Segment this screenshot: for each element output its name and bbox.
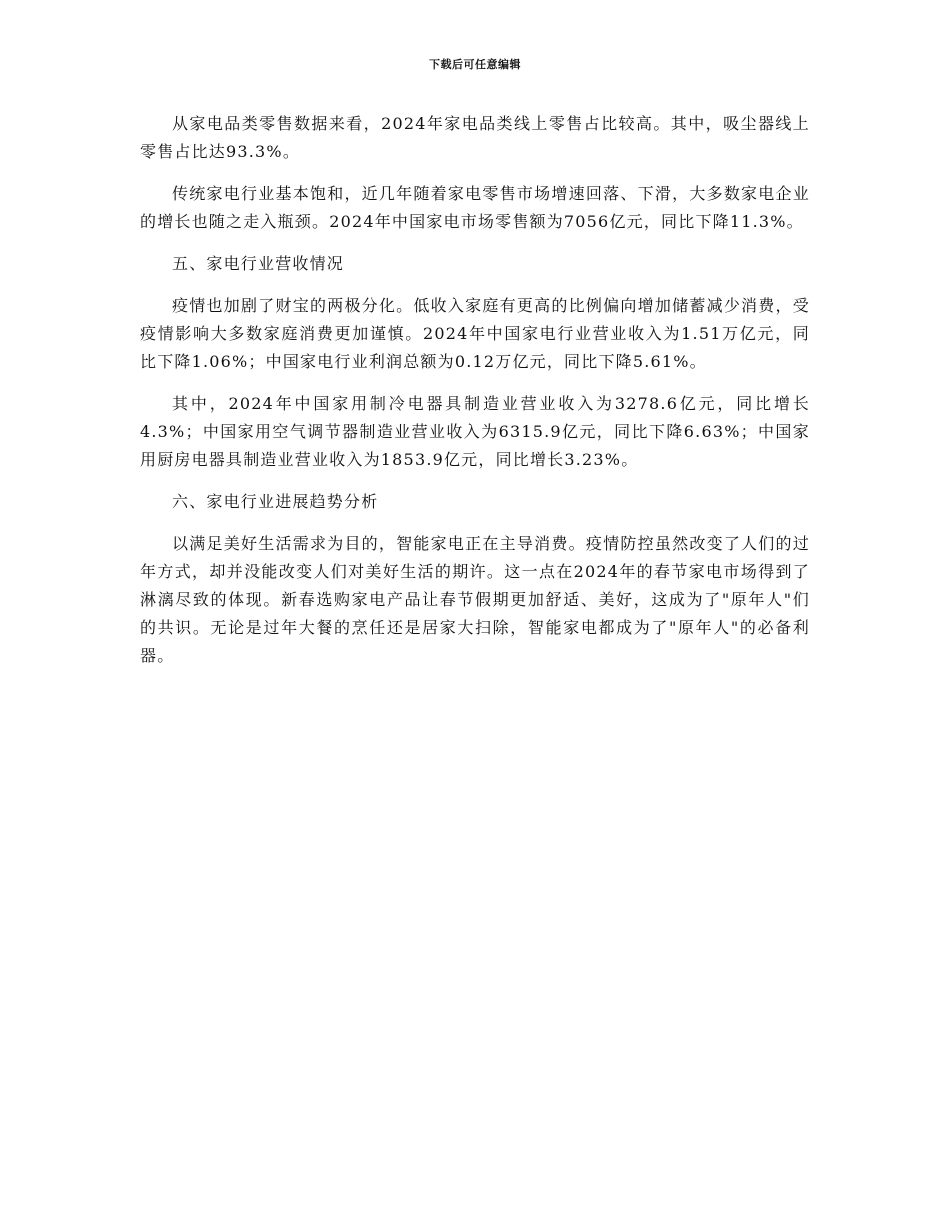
- document-body: [140, 110, 810, 684]
- paragraph-market-saturation: 传统家电行业基本饱和，近几年随着家电零售市场增速回落、下滑，大多数家电企业的增长也随之走入瓶颈。2024年中国家电市场零售额为7056亿元，同比下降11.3%。: [140, 184, 810, 231]
- paragraph-smart-appliances: 以满足美好生活需求为目的，智能家电正在主导消费。疫情防控虽然改变了人们的过年方式，却并没能改变人们对美好生活的期许。这一点在2024年的春节家电市场得到了淋漓尽致的体现。新春选购家电产品让春节假期更加舒适、美好，这成为了"原年人"们的共识。无论是过年大餐的烹任还是居家大扫除，智能家电都成为了"原年人"的必备利器。: [140, 534, 810, 665]
- paragraph-revenue-breakdown: 其中，2024年中国家用制冷电器具制造业营业收入为3278.6亿元，同比增长4.3%；中国家用空气调节器制造业营业收入为6315.9亿元，同比下降6.63%；中国家用厨房电器具制造业营业收入为1853.9亿元，同比增长3.23%。: [140, 394, 810, 469]
- section-heading-revenue: 五、家电行业营收情况: [172, 254, 345, 273]
- header-note: 下载后可任意编辑: [429, 58, 521, 71]
- paragraph-revenue-overview: 疫情也加剧了财宝的两极分化。低收入家庭有更高的比例偏向增加储蓄减少消费，受疫情影响大多数家庭消费更加谨慎。2024年中国家电行业营业收入为1.51万亿元，同比下降1.06%；中国家电行业利润总额为0.12万亿元，同比下降5.61%。: [140, 296, 810, 371]
- section-heading-trends: 六、家电行业进展趋势分析: [172, 492, 379, 511]
- paragraph-retail-online: 从家电品类零售数据来看，2024年家电品类线上零售占比较高。其中，吸尘器线上零售占比达93.3%。: [140, 114, 810, 161]
